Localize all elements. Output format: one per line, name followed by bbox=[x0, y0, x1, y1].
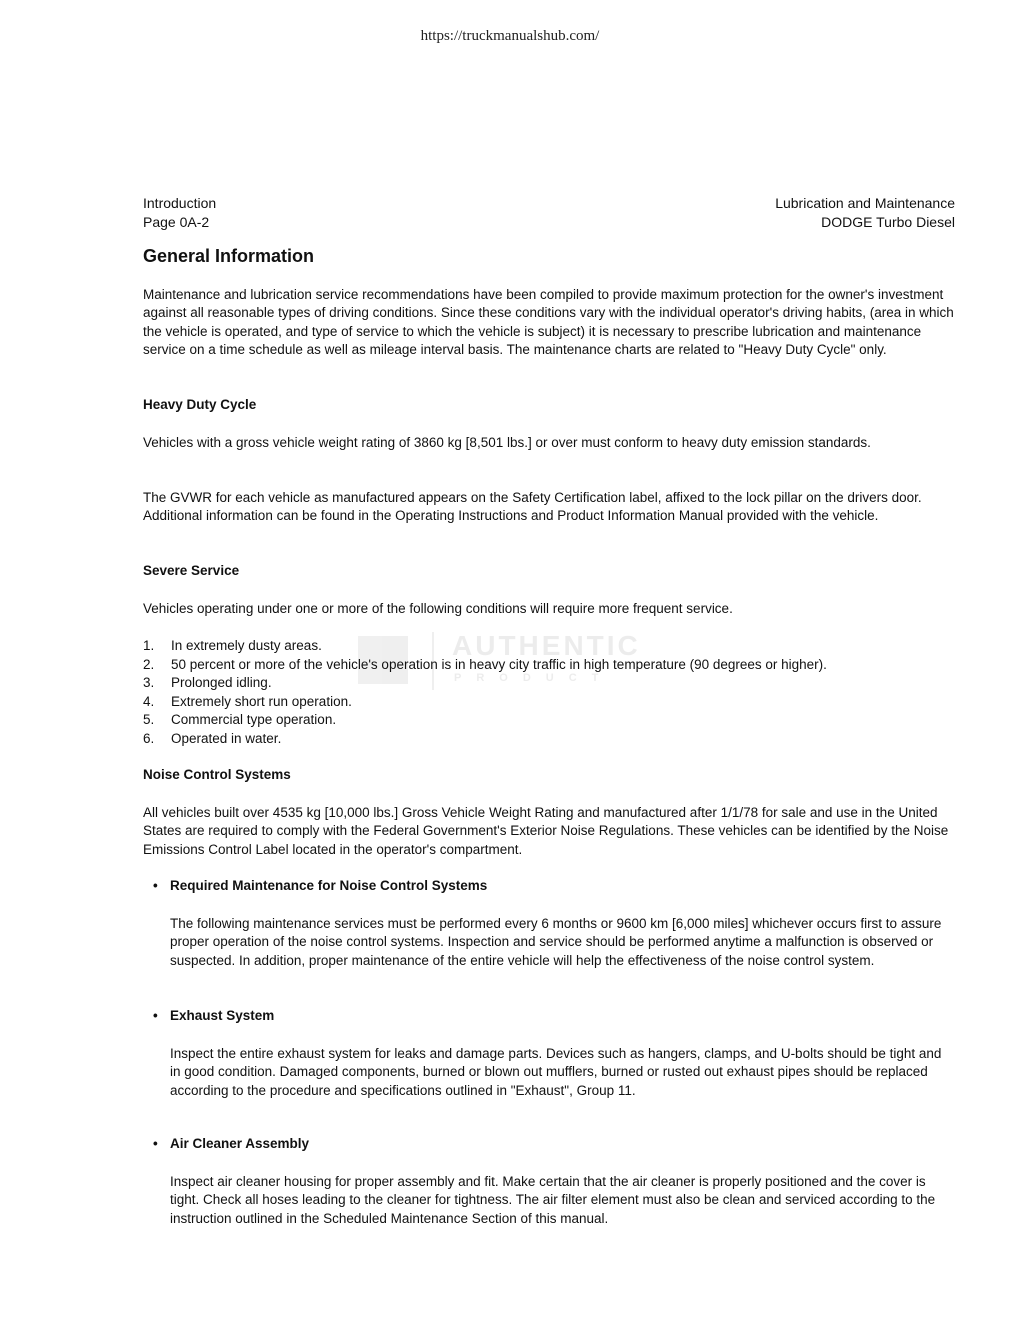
list-item bbox=[143, 656, 827, 675]
required-maintenance-label: Required Maintenance for Noise Control Systems bbox=[170, 878, 488, 893]
required-maintenance-heading bbox=[153, 878, 487, 893]
manual-label: DODGE Turbo Diesel bbox=[821, 214, 955, 230]
severe-service-list bbox=[143, 637, 827, 749]
list-text: Commercial type operation. bbox=[171, 712, 337, 728]
air-cleaner-heading bbox=[153, 1136, 309, 1151]
list-item bbox=[143, 711, 827, 730]
list-number: 5. bbox=[143, 712, 155, 728]
list-text: Prolonged idling. bbox=[171, 675, 272, 691]
list-text: In extremely dusty areas. bbox=[171, 638, 322, 653]
list-number: 2. bbox=[143, 656, 155, 672]
list-item bbox=[143, 637, 827, 656]
required-maintenance-paragraph: The following maintenance services must be performed every 6 months or 9600 km [6,000 miles] whichever occurs first to assure proper operation of the noise control systems. Inspection and service should be performed anytime a malfunction is observed or suspected. In addition, proper maintenance of the entire vehicle will help the effectiveness of the noise control system. bbox=[170, 916, 942, 968]
page-title: General Information bbox=[143, 246, 315, 266]
noise-control-heading: Noise Control Systems bbox=[143, 767, 291, 782]
chapter-label: Lubrication and Maintenance bbox=[775, 195, 955, 211]
air-cleaner-paragraph: Inspect air cleaner housing for proper assembly and fit. Make certain that the air cleaner is properly positioned and the cover is tight. Check all hoses leading to the cleaner for tightness. The air filter element must also be clean and serviced according to the instruction outlined in the Scheduled Maintenance Section of this manual. bbox=[170, 1174, 936, 1226]
bullet-icon: • bbox=[153, 1008, 158, 1023]
intro-paragraph: Maintenance and lubrication service recommendations have been compiled to provide maximum protection for the owner's investment against all reasonable types of driving conditions. Since these conditions vary with the individual operator's driving habits, (area in which the vehicle is operated, and type of service to which the vehicle is subject) it is necessary to prescribe lubrication and maintenance service on a time schedule as well as mileage interval basis. The maintenance charts are related to "Heavy Duty Cycle" only. bbox=[143, 287, 954, 357]
heavy-duty-paragraph-1: Vehicles with a gross vehicle weight rating of 3860 kg [8,501 lbs.] or over must conform to heavy duty emission standards. bbox=[143, 435, 871, 450]
watermark-text-2: PRODUCT bbox=[454, 672, 614, 684]
source-url: https://truckmanualshub.com/ bbox=[420, 28, 600, 44]
list-number: 1. bbox=[143, 638, 155, 653]
exhaust-system-paragraph: Inspect the entire exhaust system for leaks and damage parts. Devices such as hangers, clamps, and U-bolts should be tight and in good condition. Damaged components, burned or blown out mufflers, burned or rusted out exhaust pipes should be replaced according to the procedure and specifications outlined in "Exhaust", Group 11. bbox=[170, 1046, 942, 1098]
list-text: Operated in water. bbox=[171, 730, 282, 746]
heavy-duty-heading: Heavy Duty Cycle bbox=[143, 397, 257, 412]
list-text: Extremely short run operation. bbox=[171, 693, 352, 709]
exhaust-system-label: Exhaust System bbox=[170, 1008, 275, 1023]
section-label: Introduction bbox=[143, 195, 217, 211]
exhaust-system-heading bbox=[153, 1008, 274, 1023]
list-text: 50 percent or more of the vehicle's operation is in heavy city traffic in high temperature (90 degrees or higher). bbox=[171, 656, 827, 672]
watermark-text-1: AUTHENTIC bbox=[452, 630, 641, 661]
list-number: 6. bbox=[143, 730, 155, 746]
list-item bbox=[143, 674, 827, 693]
header-left bbox=[143, 194, 216, 232]
severe-service-intro: Vehicles operating under one or more of the following conditions will require more frequent service. bbox=[143, 601, 733, 616]
header-right bbox=[775, 194, 955, 232]
list-item bbox=[143, 693, 827, 712]
page-number: Page 0A-2 bbox=[143, 214, 210, 230]
list-item bbox=[143, 730, 827, 749]
list-number: 3. bbox=[143, 675, 155, 691]
air-cleaner-label: Air Cleaner Assembly bbox=[170, 1136, 310, 1151]
heavy-duty-paragraph-2: The GVWR for each vehicle as manufactured appears on the Safety Certification label, affixed to the lock pillar on the drivers door. Additional information can be found in the Operating Instructions and Product Information Manual provided with the vehicle. bbox=[143, 490, 922, 524]
list-number: 4. bbox=[143, 693, 155, 709]
noise-control-paragraph: All vehicles built over 4535 kg [10,000 lbs.] Gross Vehicle Weight Rating and manufactured after 1/1/78 for sale and use in the United States are required to comply with the Federal Government's Exterior Noise Regulations. These vehicles can be identified by the Noise Emissions Control Label located in the operator's compartment. bbox=[143, 805, 949, 857]
bullet-icon: • bbox=[153, 1136, 158, 1151]
severe-service-heading: Severe Service bbox=[143, 563, 240, 578]
bullet-icon: • bbox=[153, 878, 158, 893]
